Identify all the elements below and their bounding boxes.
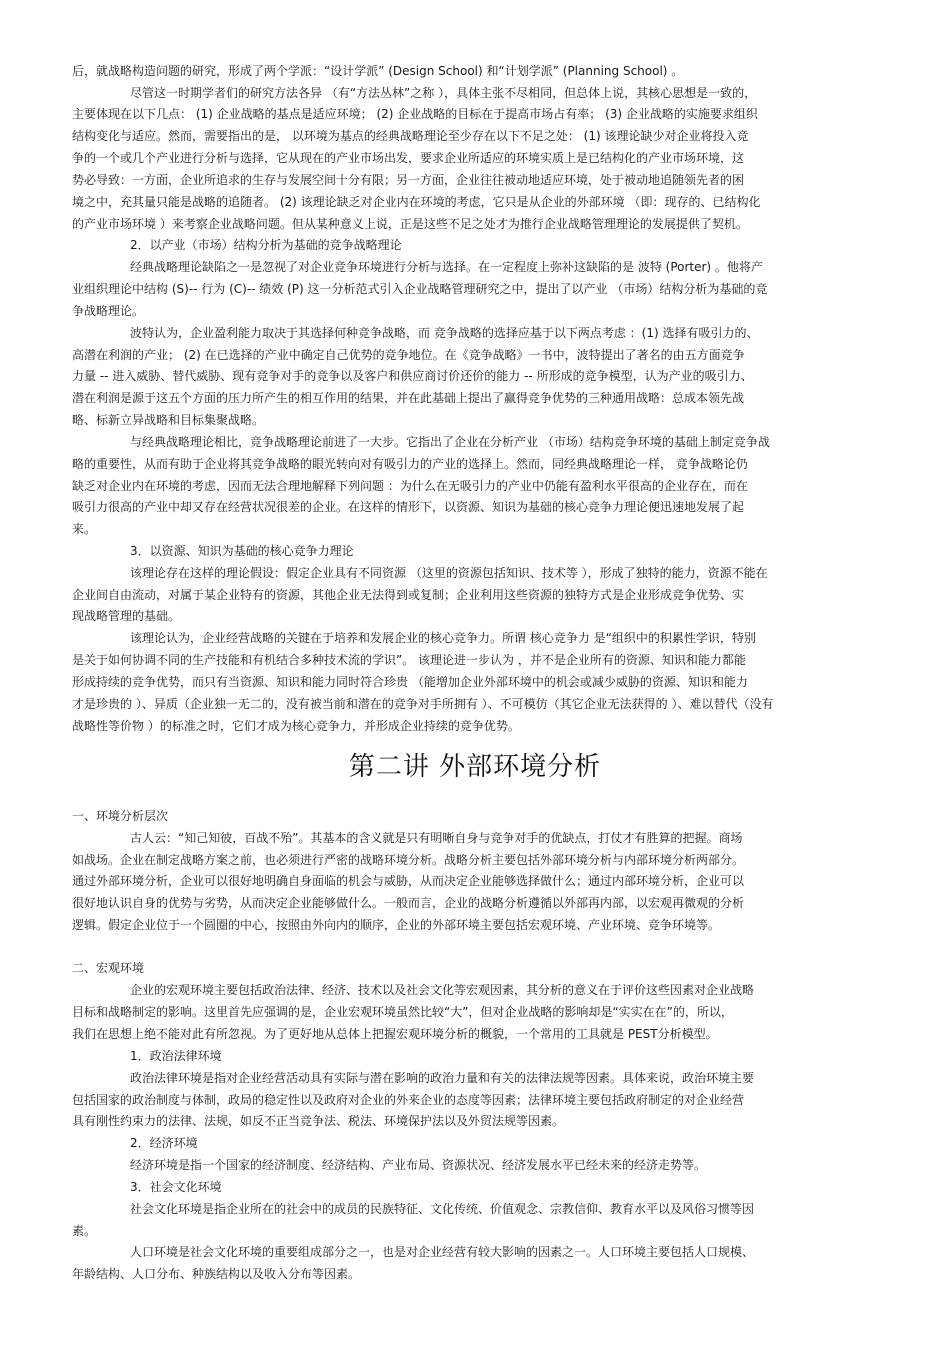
text-line: 素。 — [72, 1224, 97, 1238]
text-line: 具有刚性约束力的法律、法规，如反不正当竞争法、税法、环境保护法以及外贸法规等因素。 — [72, 1114, 565, 1128]
text-line: 势必导致：一方面，企业所追求的生存与发展空间十分有限；另一方面，企业往往被动地适应环境，处于被动地追随领先者的困 — [72, 173, 745, 187]
subsection-heading: 2．以产业（市场）结构分析为基础的竞争战略理论 — [130, 238, 402, 252]
text-line: 年龄结构、人口分布、种族结构以及收入分布等因素。 — [72, 1267, 361, 1281]
text-line: 企业间自由流动，对属于某企业特有的资源，其他企业无法得到或复制；企业利用这些资源的独特方式是企业形成竞争优势、实 — [72, 588, 745, 602]
text-line: 才是珍贵的 ）、异质（企业独一无二的，没有被当前和潜在的竞争对手所拥有 ）、不可模仿（其它企业无法获得的 ）、难以替代（没有 — [72, 697, 774, 711]
subsection-heading: 2．经济环境 — [130, 1136, 198, 1150]
text-line: 业组织理论中结构 (S)-- 行为 (C)-- 绩效 (P) 这一分析范式引入企业战略管理研究之中，提出了以产业 （市场）结构分析为基础的竞 — [72, 282, 768, 296]
text-line: 来。 — [72, 522, 97, 536]
text-line: 争战略理论。 — [72, 304, 145, 318]
text-line: 目标和战略制定的影响。这里首先应强调的是，企业宏观环境虽然比较“大”，但对企业战略的影响却是“实实在在”的，所以， — [72, 1005, 733, 1019]
section-heading: 一、环境分析层次 — [72, 809, 169, 823]
text-line: 潜在利润是源于这五个方面的压力所产生的相互作用的结果，并在此基础上提出了赢得竞争优势的三种通用战略：总成本领先战 — [72, 391, 745, 405]
subsection-heading: 1．政治法律环境 — [130, 1049, 222, 1063]
text-line: 社会文化环境是指企业所在的社会中的成员的民族特征、文化传统、价值观念、宗教信仰、教育水平以及风俗习惯等因 — [130, 1202, 755, 1216]
text-line: 力量 -- 进入威胁、替代威胁、现有竞争对手的竞争以及客户和供应商讨价还价的能力 -- 所形成的竞争模型，认为产业的吸引力、 — [72, 369, 753, 383]
text-line: 逻辑。假定企业位于一个圆圈的中心，按照由外向内的顺序，企业的外部环境主要包括宏观环境、产业环境、竞争环境等。 — [72, 918, 721, 932]
text-line: 略、标新立异战略和目标集聚战略。 — [72, 413, 265, 427]
text-line: 的产业市场环境 ）来考察企业战略问题。但从某种意义上说，正是这些不足之处才为推行企业战略管理理论的发展提供了契机。 — [72, 217, 748, 231]
text-line: 是关于如何协调不同的生产技能和有机结合多种技术流的学识”。 该理论进一步认为 ，并不是企业所有的资源、知识和能力都能 — [72, 653, 746, 667]
text-line: 与经典战略理论相比，竞争战略理论前进了一大步。它指出了企业在分析产业 （市场）结构竞争环境的基础上制定竞争战 — [130, 435, 770, 449]
text-line: 人口环境是社会文化环境的重要组成部分之一，也是对企业经营有较大影响的因素之一。人口环境主要包括人口规模、 — [130, 1245, 755, 1259]
subsection-heading: 3．社会文化环境 — [130, 1180, 222, 1194]
text-line: 通过外部环境分析，企业可以很好地明确自身面临的机会与威胁，从而决定企业能够选择做什么；通过内部环境分析，企业可以 — [72, 874, 745, 888]
section-heading: 二、宏观环境 — [72, 961, 145, 975]
subsection-heading: 3．以资源、知识为基础的核心竞争力理论 — [130, 544, 354, 558]
text-line: 政治法律环境是指对企业经营活动具有实际与潜在影响的政治力量和有关的法律法规等因素。具体来说，政治环境主要 — [130, 1071, 755, 1085]
text-line: 形成持续的竞争优势，而只有当资源、知识和能力同时符合珍贵 （能增加企业外部环境中的机会或减少威胁的资源、知识和能力 — [72, 675, 748, 689]
text-line: 高潜在利润的产业； (2) 在已选择的产业中确定自己优势的竞争地位。在《竞争战略》一书中，波特提出了著名的由五方面竞争 — [72, 348, 745, 362]
text-line: 很好地认识自身的优势与劣势，从而决定企业能够做什么。一般而言，企业的战略分析遵循以外部再内部，以宏观再微观的分析 — [72, 896, 745, 910]
text-line: 吸引力很高的产业中却又存在经营状况很差的企业。在这样的情形下，以资源、知识为基础的核心竞争力理论便迅速地发展了起 — [72, 500, 745, 514]
text-line: 该理论认为，企业经营战略的关键在于培养和发展企业的核心竞争力。所谓 核心竞争力 是“组织中的积累性学识，特别 — [130, 631, 756, 645]
text-line: 我们在思想上绝不能对此有所忽视。为了更好地从总体上把握宏观环境分析的概貌，一个常用的工具就是 PEST分析模型。 — [72, 1027, 718, 1041]
text-line: 现战略管理的基础。 — [72, 609, 181, 623]
text-line: 古人云：“知己知彼，百战不殆”。其基本的含义就是只有明晰自身与竞争对手的优缺点，打仗才有胜算的把握。商场 — [130, 831, 743, 845]
text-line: 包括国家的政治制度与体制，政局的稳定性以及政府对企业的外来企业的态度等因素；法律环境主要包括政府制定的对企业经营 — [72, 1093, 745, 1107]
lecture-title: 第二讲 外部环境分析 — [348, 752, 602, 782]
text-line: 尽管这一时期学者们的研究方法各异 （有“方法丛林”之称 ），具体主张不尽相同，但总体上说，其核心思想是一致的， — [130, 86, 757, 100]
text-line: 后，就战略构造问题的研究，形成了两个学派：“设计学派” (Design School) 和“计划学派” (Planning School) 。 — [72, 64, 684, 78]
text-line: 略的重要性，从而有助于企业将其竞争战略的眼光转向对有吸引力的产业的选择上。然而，同经典战略理论一样， 竞争战略论仍 — [72, 457, 748, 471]
text-line: 如战场。企业在制定战略方案之前，也必须进行严密的战略环境分析。战略分析主要包括外部环境分析与内部环境分析两部分。 — [72, 853, 745, 867]
text-line: 该理论存在这样的理论假设：假定企业具有不同资源 （这里的资源包括知识、技术等 ），形成了独特的能力，资源不能在 — [130, 566, 768, 580]
text-line: 结构变化与适应。然而，需要指出的是， 以环境为基点的经典战略理论至少存在以下不足之处： (1) 该理论缺少对企业将投入竞 — [72, 129, 749, 143]
text-line: 境之中，充其量只能是战略的追随者。 (2) 该理论缺乏对企业内在环境的考虑，它只是从企业的外部环境 （即：现存的、已结构化 — [72, 195, 761, 209]
text-line: 企业的宏观环境主要包括政治法律、经济、技术以及社会文化等宏观因素，其分析的意义在于评价这些因素对企业战略 — [130, 983, 755, 997]
text-line: 波特认为，企业盈利能力取决于其选择何种竞争战略，而 竞争战略的选择应基于以下两点考虑 ：(1) 选择有吸引力的、 — [130, 326, 759, 340]
text-line: 经典战略理论缺陷之一是忽视了对企业竞争环境进行分析与选择。在一定程度上弥补这缺陷的是 波特 (Porter) 。他将产 — [130, 260, 763, 274]
text-line: 战略性等价物 ）的标准之时，它们才成为核心竞争力，并形成企业持续的竞争优势。 — [72, 719, 520, 733]
text-line: 缺乏对企业内在环境的考虑，因而无法合理地解释下列问题 ：为什么在无吸引力的产业中仍能有盈利水平很高的企业存在，而在 — [72, 479, 748, 493]
text-line: 争的一个或几个产业进行分析与选择，它从现在的产业市场出发，要求企业所适应的环境实质上是已结构化的产业市场环境，这 — [72, 151, 745, 165]
text-line: 经济环境是指一个国家的经济制度、经济结构、产业布局、资源状况、经济发展水平已经未来的经济走势等。 — [130, 1158, 707, 1172]
text-line: 主要体现在以下几点： (1) 企业战略的基点是适应环境； (2) 企业战略的目标在于提高市场占有率； (3) 企业战略的实施要求组织 — [72, 107, 758, 121]
